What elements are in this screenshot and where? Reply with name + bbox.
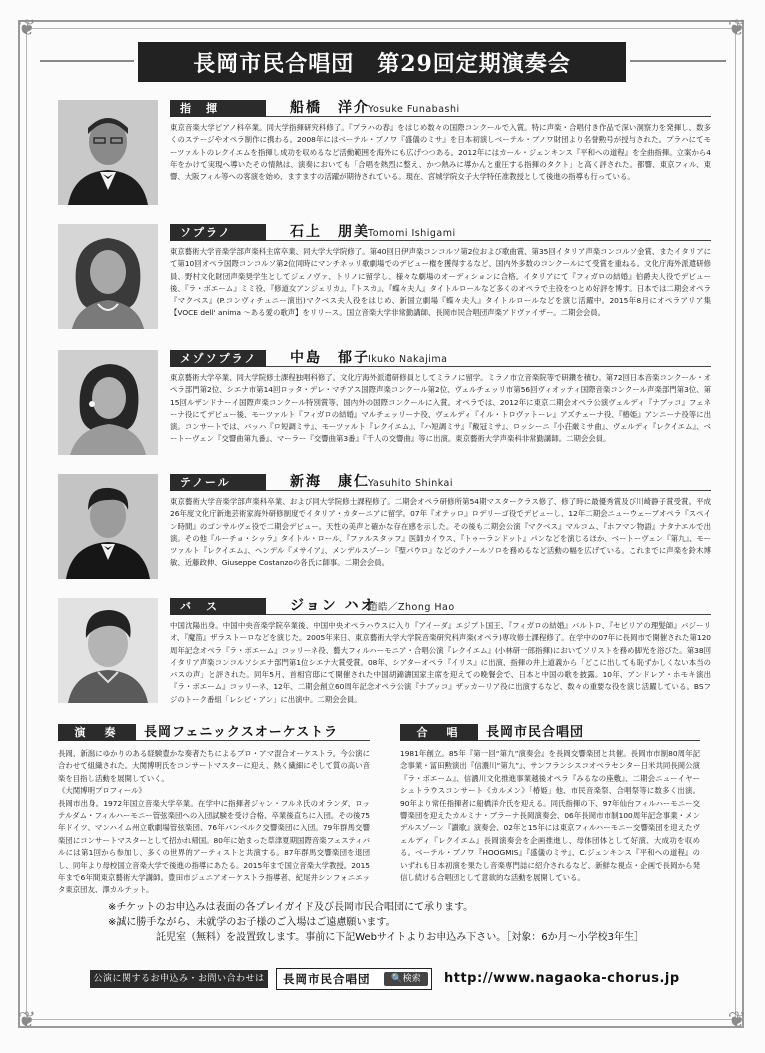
orchestra-body xyxy=(58,748,370,897)
banner-rule-right xyxy=(630,60,726,62)
website-url[interactable]: http://www.nagaoka-chorus.jp xyxy=(444,971,680,986)
tenor-photo xyxy=(58,474,158,579)
mezzo-soprano-photo xyxy=(58,350,158,455)
performer-name: ジョン ハオ xyxy=(290,598,377,614)
corner-ornament-icon: ❦ xyxy=(727,1008,747,1033)
performer-bio: 東京藝術大学卒業、同大学院修士課程独唱科修了。文化庁海外派遣研修員としてミラノに留学。ミラノ市立音楽院等で研鑽を積む。第72回日本音楽コンクール・オペラ部門第2位、シエナ市第14回ロッタ・デレ・マチアス国際声楽コンクール第2位、ヴェルチェッリ市第56回ヴィオッティ国際音楽コンクール声楽部門第3位、第15回ルザンドナーイ国際声楽コンクール特別賞等、国内外の国際コンクールに入賞。オペラでは、2012年に東京二期会オペラ公演ヴェルディ『ナブッコ』フェネーナ役にてデビュー後、モーツァルト『フィガロの結婚』マルチェッリーナ役、ヴェルディ『イル・トロヴァトーレ』アズチェーナ役、『椿姫』アンニーナ役等に出演。コンサートでは、バッハ『ロ短調ミサ』、モーツァルト『レクイエム』、『ハ短調ミサ』『戴冠ミサ』、ロッシーニ『小荘厳ミサ曲』、ヴェルディ『レクイエム』、ベートーヴェン『交響曲第九番』、マーラー『交響曲第3番』『千人の交響曲』等に出演。東京藝術大学声楽科非常勤講師。二期会会員。 xyxy=(170,373,711,444)
performer-name: 新海 康仁 xyxy=(290,474,370,490)
search-term: 長岡市民合唱団 xyxy=(283,972,371,986)
role-label: テノール xyxy=(170,474,266,491)
performer-bio: 東京藝術大学音楽学部声楽科卒業、および同大学院修士課程修了。二期会オペラ研修所第54期マスタークラス修了、修了時に最優秀賞及び川崎静子賞受賞。平成26年度文化庁新進芸術家海外研修制度でイタリア・カターニアに留学。07年『オテッロ』ロデリーゴ役でデビューし、12年二期会ニューウェーブオペラ『スペイン時間』のゴンサルヴェ役で二期会デビュー。天性の美声と確かな存在感を示した。その後も二期会公演『マクベス』マルコム、『ホフマン物語』ナタナエルで出演。その他『ルーチョ・シッラ』タイトル・ロール、『ファルスタッフ』医師カイウス、『トゥーランドット』パンなどを演じるほか、ベートーヴェン『第九』、モーツァルト『レクイエム』、ヘンデル『メサイア』、メンデルスゾーン『聖パウロ』などのテノールソロを務めるなど活動の幅を広げている。これまでに声楽を鈴木博敏、近藤政伸、Giuseppe Costanzoの各氏に師事。二期会会員。 xyxy=(170,497,711,568)
search-box[interactable] xyxy=(276,968,432,990)
chorus-section xyxy=(400,724,700,884)
role-label: 指 揮 xyxy=(170,100,266,117)
performer-name-roman: Yasuhito Shinkai xyxy=(368,478,454,489)
section-title: 長岡市民合唱団 xyxy=(486,725,585,740)
orchestra-description: 長岡、新潟にゆかりのある経験豊かな奏者たちによるプロ・アマ混合オーケストラ。今公演に合わせて組織された。大関博明氏をコンサートマスターに迎え、熱く繊細にそして質の高い音楽を目指し活動を展開していく。 xyxy=(58,749,370,783)
corner-ornament-icon: ❦ xyxy=(727,16,747,41)
search-button[interactable]: 🔍検索 xyxy=(384,972,428,986)
contact-label: 公演に関するお申込み・お問い合わせは xyxy=(90,970,268,988)
role-label: メゾソプラノ xyxy=(170,350,266,367)
concertmaster-profile: 長岡市出身。1972年国立音楽大学卒業。在学中に指揮者ジャン・フルネ氏のオランダ、ロッテルダム・フィルハーモニー管弦楽団への入団試験を受け合格、卒業後直ちに入団。その後75年ドイツ、マンハイム州立歌劇場管弦楽団、76年バンベルク交響楽団に入団。79年群馬交響楽団にコンサートマスターとして招かれ帰国。80年に始まった草津夏期国際音楽フェスティバルには第1回から参加し、多くの世界的アーティストと共演する。87年群馬交響楽団を退団し、同年より母校国立音楽大学で後進の指導にあたる。2015年まで国立音楽大学教授。2015年まで6年間東京藝術大学講師。豊田市ジュニアオーケストラ指導者、紀尾井シンフォニエッタ東京団友、澤カルテット。 xyxy=(58,798,370,895)
corner-ornament-icon: ❦ xyxy=(17,16,37,41)
section-label: 合 唱 xyxy=(400,724,478,741)
performer-name-roman: Tomomi Ishigami xyxy=(368,228,456,239)
soprano-photo xyxy=(58,224,158,329)
section-title: 長岡フェニックスオーケストラ xyxy=(144,725,339,740)
performer-bass xyxy=(58,598,711,708)
performer-name-roman: Yosuke Funabashi xyxy=(368,104,460,115)
ticket-note: ※チケットのお申込みは表面の各プレイガイド及び長岡市民合唱団にて承ります。 xyxy=(108,902,474,913)
chorus-body: 1981年創立。85年『第一回“第九”演奏会』を長岡交響楽団と共催。長岡市市制80周年記念事業・冨田勲演出『信濃川“第九”』、サンフランシスコオペラセンター日米共同長岡公演『ラ・ボエーム』、信濃川文化推進事業越後オペラ『みるなの座敷』、二期会ニューイヤーシュトラウスコンサート《カルメン》「椿姫」他、市民音楽祭、合唱祭等に数多く出演。90年より常任指揮者に船橋洋介氏を迎える。同氏指揮の下、97年仙台フィルハーモニー交響楽団を迎えたカルミナ・ブラーナ長岡演奏会、06年長岡市市制100周年記念事業・メンデルスゾーン『讃歌』演奏会、02年と15年には東京フィルハーモニー交響楽団を迎えたヴェルディ『レクイエム』長岡演奏会を企画推進し、母体団体として好演、大成功を収める。ベーテル・ブノワ『HOOGMIS』『盛儀のミサ』、C.ジェンキンス『平和への道程』のいずれも日本初演を果たし音楽専門誌に紹介されるなど、新鮮な視点・企画で長岡から発信し続ける合唱団として意欲的な活動を展開している。 xyxy=(400,749,700,883)
childcare-note: 託児室（無料）を設置致します。事前に下記Webサイトよりお申込み下さい。［対象：6か月～小学校3年生］ xyxy=(156,932,645,943)
banner-rule-left xyxy=(40,60,134,62)
performer-bio: 東京藝術大学音楽学部声楽科主席卒業、同大学大学院修了。第40回日伊声楽コンコルソ第2位および歌曲賞、第35回イタリア声楽コンコルソ金賞、またイタリアにて第10回オペラ国際コンコルソ第2位同時にマンチネッリ歌劇場でのデビュー権を獲得するなど、国内外多数のコンクールにて受賞を重ねる。文化庁海外派遣研修員、野村文化財団声楽奨学生としてジェノヴァ、トリノに留学し、様々な劇場のオーディションに合格。イタリアにて『フィガロの結婚』伯爵夫人役でデビュー後、『ラ・ボエーム』ミミ役、『修道女アンジェリカ』、『トスカ』、『蝶々夫人』タイトルロールなど多くのオペラで主役をつとめ好評を博す。日本では二期会オペラ『マクベス』(P.コンヴィチュニー演出)マクベス夫人役をはじめ、新国立劇場『蝶々夫人』タイトルロールなどを演じ活躍中。2015年8月にオペラアリア集【VOCE dell' anima ～ある愛の歌声】をリリース。国立音楽大学非常勤講師、長岡市民合唱団声楽アドヴァイザー。二期会会員。 xyxy=(170,247,711,318)
performer-mezzo-soprano xyxy=(58,350,711,460)
performer-name-roman: Ikuko Nakajima xyxy=(368,354,448,365)
concertmaster-heading: 《大関博明プロフィール》 xyxy=(58,786,146,796)
age-note: ※誠に勝手ながら、未就学のお子様のご入場はご遠慮願います。 xyxy=(108,917,396,928)
performer-name: 船橋 洋介 xyxy=(290,100,370,116)
ticket-notes xyxy=(108,900,668,945)
performer-bio: 中国沈陽出身。中国中央音楽学院卒業後、中国中央オペラハウスに入り『アイーダ』エジプト国王、『フィガロの結婚』バルトロ、『セビリアの理髪師』バジーリオ、『魔笛』ザラストーロなどを演じた。2005年来日、東京藝術大学大学院音楽研究科声楽(オペラ)専攻修士課程修了。在学中の07年に長岡市で開催された第120周年記念オペラ『ラ・ボエーム』コッリーネ役、藝大フィルハーモニア・合唱公演『レクイエム』(小林研一郎指揮)においてソリストを務め脚光を浴びた。第38回イタリア声楽コンコルソシエナ部門第1位シエナ大賞受賞。08年、シアターオペラ『イリス』に出演、指揮の井上道義から「どこに出しても恥ずかしくない本当のバスの声」と評された。同年5月、首相官邸にて開催された中国胡錦濤国家主席を迎えての晩餐会で、日本と中国の歌を披露。10年、アンドレア・ホモキ演出『ラ・ボエーム』コッリーネ、12年、二期会創立60周年記念オペラ公演『ナブッコ』ザッカーリア役に出演するなど、数々の重要な役を演じ活躍している。BSフジのトーク番組「レシピ・アン」に出演中。二期会会員。 xyxy=(170,621,711,704)
orchestra-section xyxy=(58,724,370,895)
performer-bio: 東京音楽大学ピアノ科卒業。同大学指揮研究科修了。『プラハの春』をはじめ数々の国際コンクールで入賞。特に声楽・合唱付き作品で深い洞察力を発揮し、数多くのステージやオペラ制作に携わる。2008年にはベーテル・ブノワ『盛儀のミサ』を日本初演しベーテル・ブノワ財団より名誉勲号が授与された。プラハにてモーツァルトのレクイエムを指揮し成功を収めるなど活動範囲を海外にも広げつつある。2012年にはカール・ジェンキンス『平和への道程』を全曲指揮。立案から4年をかけて実現へ導いたその情熱は、演奏においても「合唱を熱烈に整え、かつ熱みに導かんと重圧する指揮のタクト」と高く評された。都響、東京フィル、東響、大阪フィル等への客演を始め、ますますの活躍が期待されている。現在、宮城学院女子大学特任准教授として後進の指導も行っている。 xyxy=(170,123,711,182)
performer-conductor xyxy=(58,100,711,210)
performer-name-roman: 趙皓／Zhong Hao xyxy=(368,602,455,613)
corner-ornament-icon: ❦ xyxy=(17,1008,37,1033)
section-rule xyxy=(478,740,700,741)
role-label: バ ス xyxy=(170,598,266,615)
section-rule xyxy=(136,740,370,741)
performer-name: 石上 朋美 xyxy=(290,224,370,240)
performer-name: 中島 郁子 xyxy=(290,350,370,366)
role-label: ソプラノ xyxy=(170,224,266,241)
page-title: 長岡市民合唱団 第29回定期演奏会 xyxy=(138,42,626,82)
conductor-photo xyxy=(58,100,158,205)
performer-tenor xyxy=(58,474,711,584)
section-label: 演 奏 xyxy=(58,724,136,741)
performer-soprano xyxy=(58,224,711,336)
bass-photo xyxy=(58,598,158,703)
